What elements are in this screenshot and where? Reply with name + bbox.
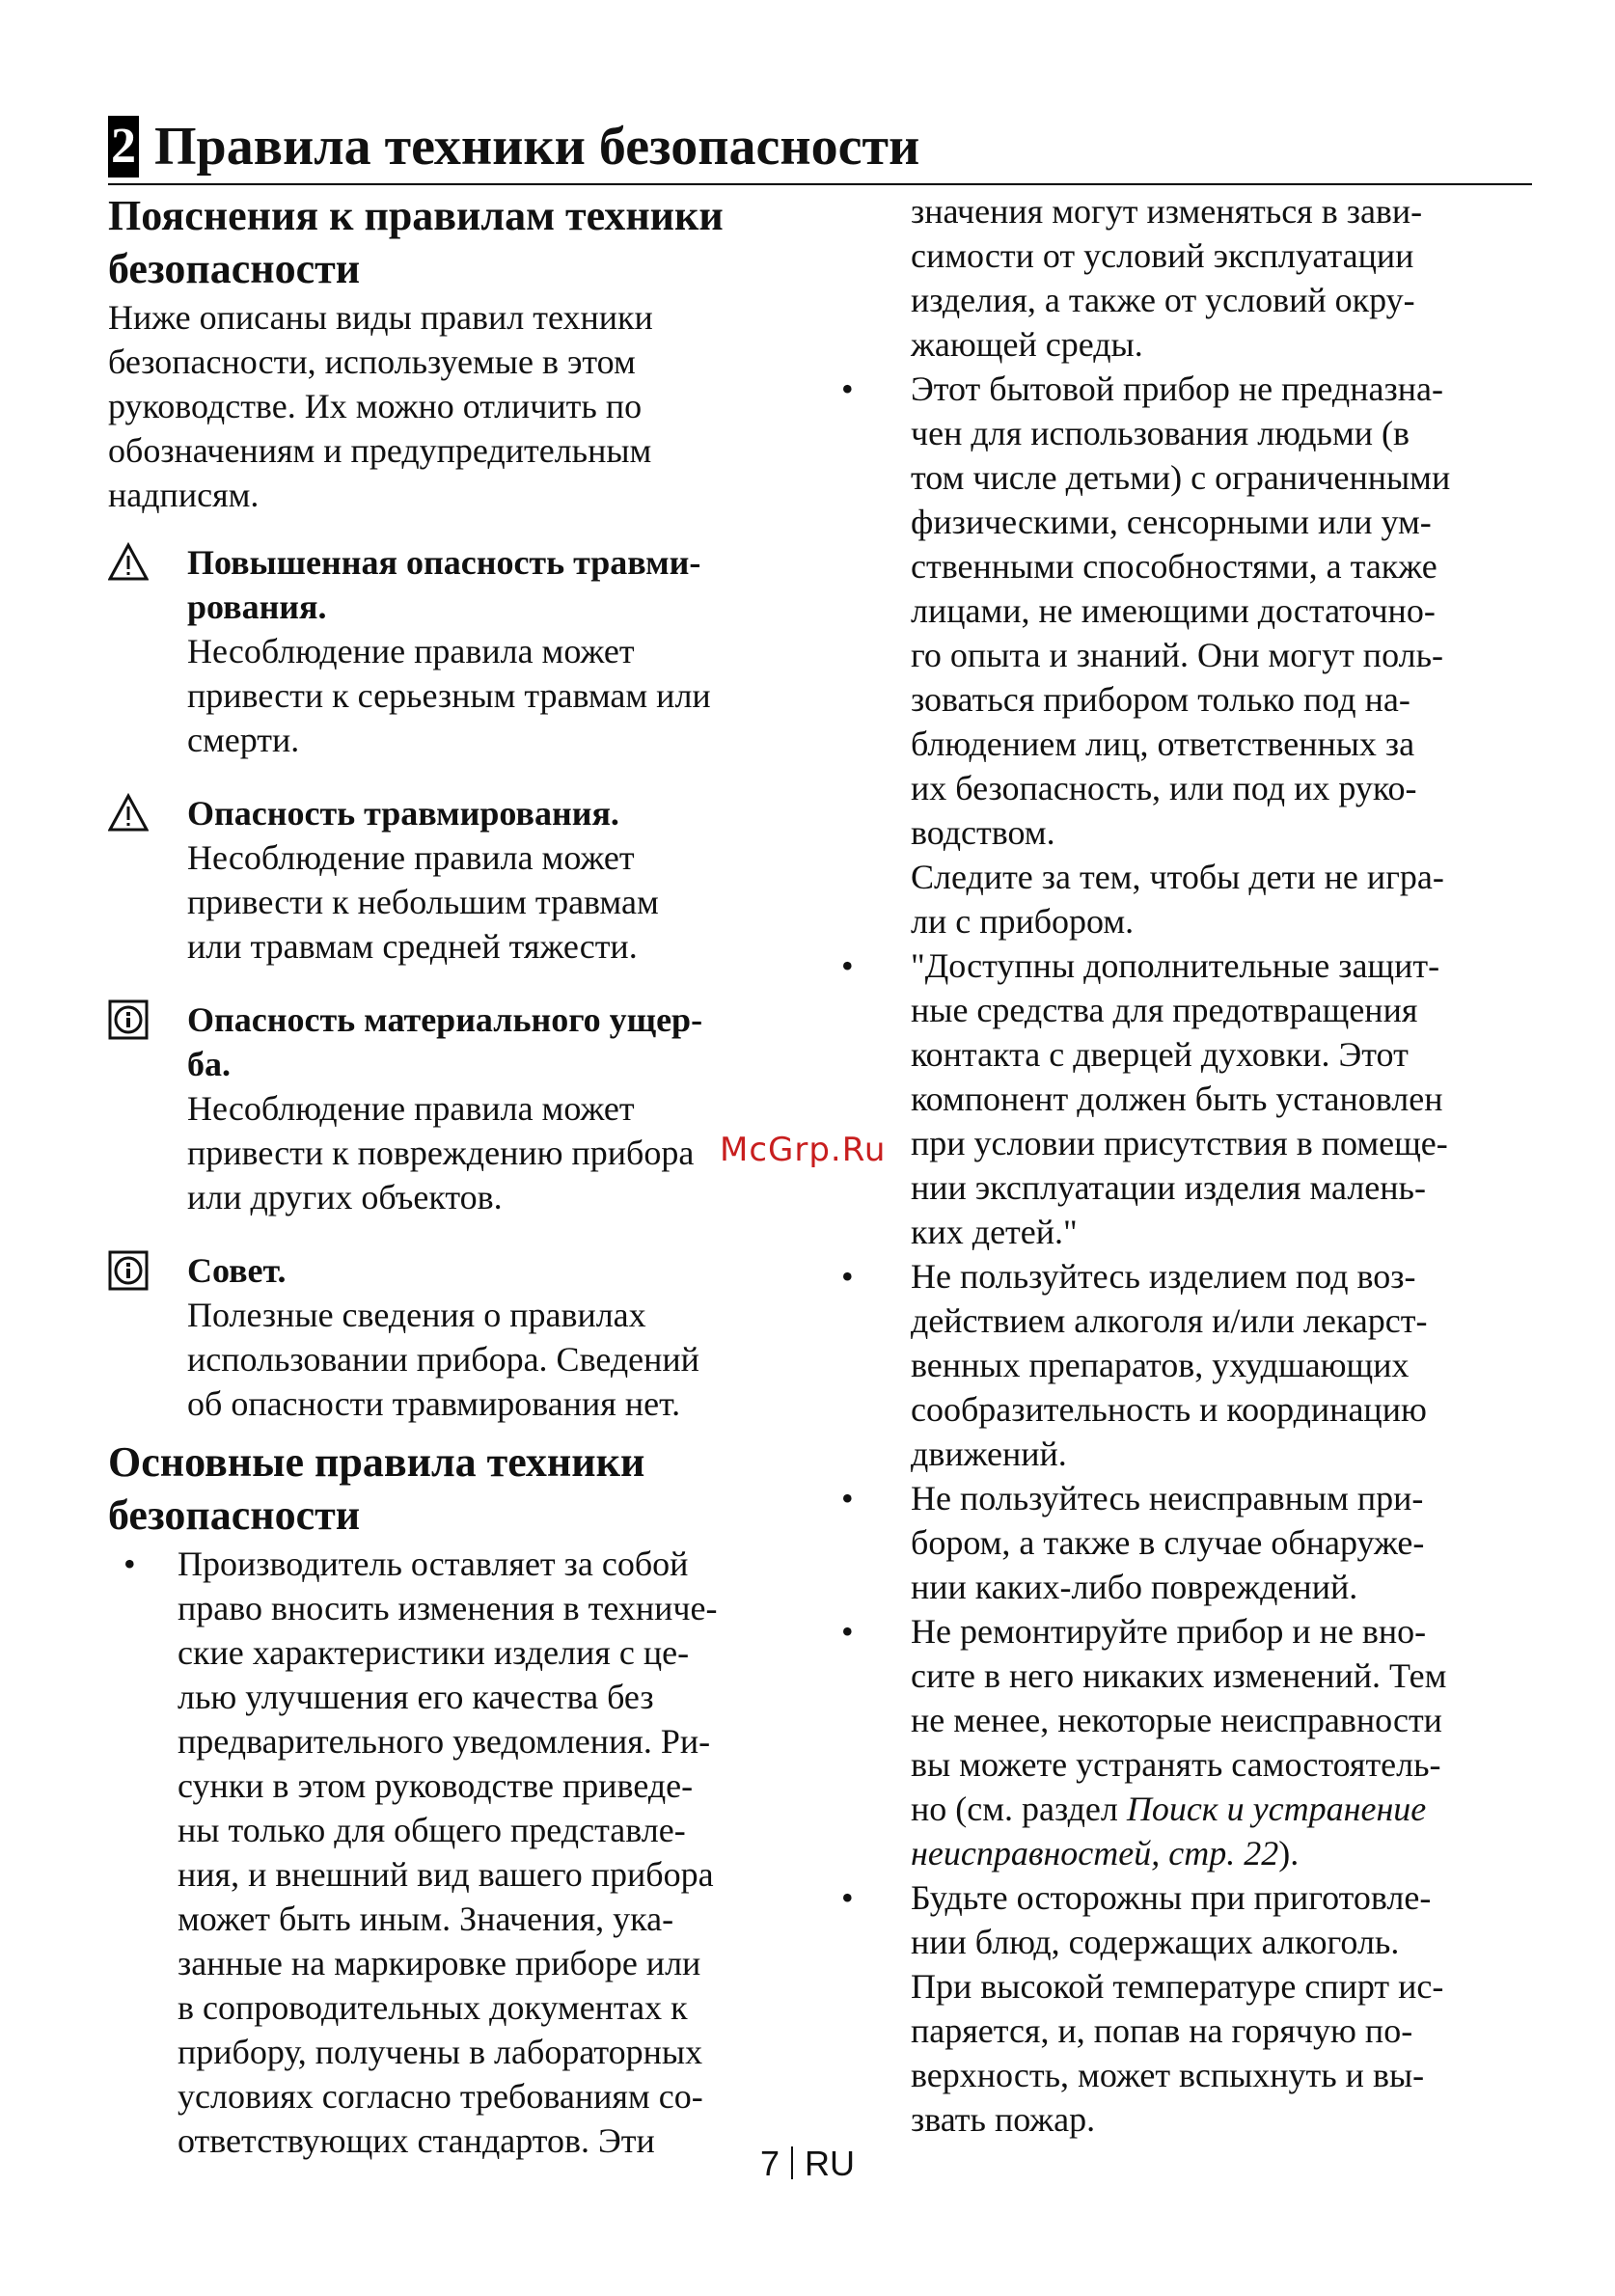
bullet-icon: • xyxy=(841,1479,854,1517)
left-column xyxy=(108,189,803,2163)
notice-title: Опасность материального ущер- ба. xyxy=(187,1000,703,1083)
safety-rules-list xyxy=(108,1542,803,2163)
notice-title: Опасность травмирования. xyxy=(187,794,619,833)
list-item: • Не пользуйтесь неисправным при- бором, а также в случае обнаруже- нии каких-либо повреждений. xyxy=(849,1476,1524,1609)
notice-text: Несоблюдение правила может привести к серьезным травмам или смерти. xyxy=(187,632,711,759)
warning-triangle-icon xyxy=(108,542,149,583)
info-icon xyxy=(108,999,149,1040)
bullet-icon: • xyxy=(841,946,854,985)
list-item: • Не пользуйтесь изделием под воз- действием алкоголя и/или лекарст- венных препаратов, ухудшающих сообразительность и координацию движений. xyxy=(849,1254,1524,1476)
safety-rules-list-continued xyxy=(841,189,1524,2142)
warning-triangle-icon xyxy=(108,793,149,834)
list-item: • Не ремонтируйте прибор и не вно- сите в него никаких изменений. Тем не менее, некоторые неисправности вы можете устранять самостоятель- но (см. раздел Поиск и устранение неисправностей, стр. 22). xyxy=(849,1609,1524,1875)
footer-separator xyxy=(791,2146,793,2179)
page-header xyxy=(108,114,1532,185)
notice-injury xyxy=(108,791,803,969)
bullet-icon: • xyxy=(841,1878,854,1917)
bullet-icon: • xyxy=(123,1544,136,1583)
notice-text: Полезные сведения о правилах использовании прибора. Сведений об опасности травмирования нет. xyxy=(187,1296,699,1423)
page-footer xyxy=(0,2144,1615,2184)
bullet-icon: • xyxy=(841,1257,854,1296)
notice-material-damage xyxy=(108,998,803,1219)
list-item-continuation: значения могут изменяться в зави- симости от условий эксплуатации изделия, а также от условий окру- жающей среды. xyxy=(911,192,1423,364)
right-column xyxy=(841,189,1524,2142)
list-item: • Этот бытовой прибор не предназна- чен для использования людьми (в том числе детьми) с ограниченными физическими, сенсорными или ум- ственными способностями, а также лицами, не имеющими достаточно- го опыта и знаний. Они могут поль- зоваться прибором только под на- блюдением лиц, ответственных за их безопасность, или под их руко- водством. Следите за тем, чтобы дети не игра- ли с прибором. xyxy=(849,367,1524,943)
chapter-number: 2 xyxy=(108,116,139,178)
notice-title: Повышенная опасность травми- рования. xyxy=(187,543,701,626)
section-title-basic-rules: Основные правила техники безопасности xyxy=(108,1438,645,1539)
chapter-title: Правила техники безопасности xyxy=(154,117,920,177)
section-title-explanations: Пояснения к правилам техники безопасности xyxy=(108,192,724,292)
notice-serious-injury xyxy=(108,540,803,762)
bullet-icon: • xyxy=(841,369,854,408)
list-item: • Производитель оставляет за собой право вносить изменения в техниче- ские характеристики изделия с це- лью улучшения его качества без предварительного уведомления. Ри- сунки в этом руководстве приведе- ны только для общего представле- ния, и внешний вид вашего прибора может быть иным. Значения, ука- занные на маркировке приборе или в сопроводительных документах к прибору, получены в лабораторных условиях согласно требованиям со- ответствующих стандартов. Эти xyxy=(108,1542,803,2163)
cross-reference-link[interactable]: Поиск и устранение xyxy=(1126,1790,1427,1828)
info-icon xyxy=(108,1250,149,1291)
notice-text: Несоблюдение правила может привести к небольшим травмам или травмам средней тяжести. xyxy=(187,838,659,966)
notice-text: Несоблюдение правила может привести к повреждению прибора или других объектов. xyxy=(187,1089,695,1216)
cross-reference-link[interactable]: неисправностей, стр. 22 xyxy=(911,1834,1279,1872)
notice-tip xyxy=(108,1248,803,1426)
list-item: • Будьте осторожны при приготовле- нии блюд, содержащих алкоголь. При высокой температуре спирт ис- паряется, и, попав на горячую по- верхность, может вспыхнуть и вы- звать пожар. xyxy=(849,1875,1524,2142)
page-number: 7 xyxy=(759,2144,780,2183)
intro-paragraph: Ниже описаны виды правил техники безопасности, используемые в этом руководстве. Их можно отличить по обозначениям и предупредительным надписям. xyxy=(108,298,653,514)
watermark: McGrp.Ru xyxy=(720,1131,887,1169)
language-code: RU xyxy=(805,2144,856,2183)
list-item: • "Доступны дополнительные защит- ные средства для предотвращения контакта с дверцей духовки. Этот компонент должен быть установлен при условии присутствия в помеще- нии эксплуатации изделия малень- ких детей." xyxy=(849,943,1524,1254)
bullet-icon: • xyxy=(841,1612,854,1651)
notice-title: Совет. xyxy=(187,1251,287,1290)
